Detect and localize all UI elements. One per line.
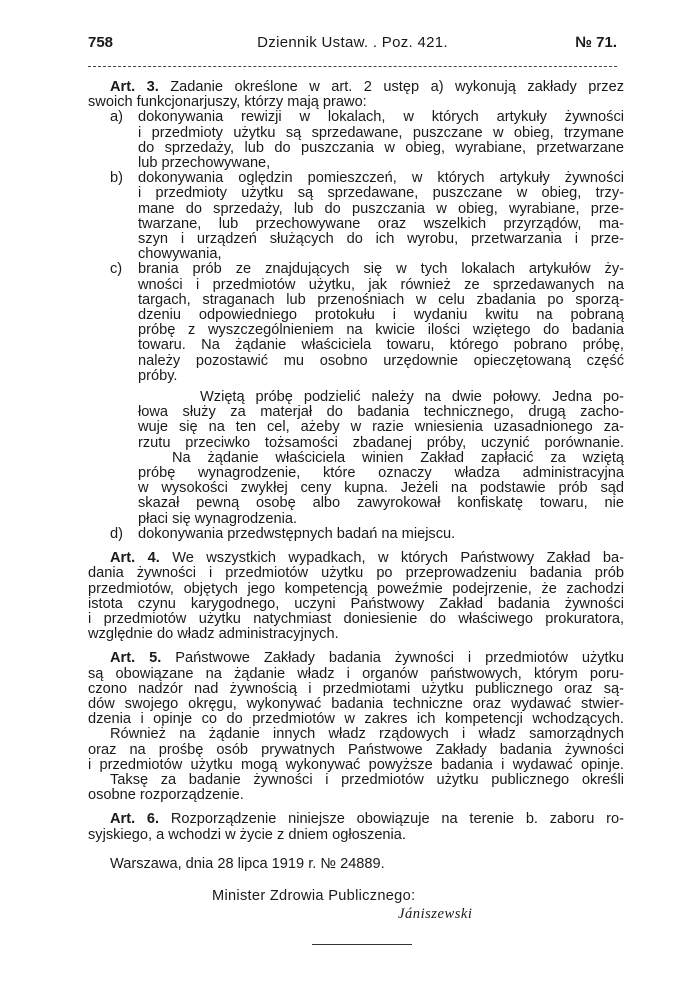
text-line: dania żywności i przedmiotów użytku po przeprowadzeniu badania prób — [88, 565, 624, 582]
text-line: chowywania, — [138, 246, 222, 263]
text-line: próbę z wyszczególnieniem na kwicie ilości wziętego do badania — [138, 322, 624, 339]
text-line: i przedmiotów użytku natychmiast doniesienie do właściwego prokuratora, — [88, 610, 624, 627]
text-line: towaru. Na żądanie właściciela towaru, którego pobrano próbę, — [138, 337, 624, 354]
text-line: istota czynu karygodnego, uczyni Państwowy Zakład badania żywności — [88, 595, 624, 612]
text-line: rzutu przeciwko tożsamości zbadanej próby, uczynić porównanie. — [138, 434, 624, 451]
article-5 — [88, 651, 624, 803]
article-6 — [88, 812, 624, 842]
item-label: a) — [110, 109, 123, 126]
text-line: czono nadzór nad żywnością i przedmiotami użytku publicznego oraz są- — [88, 680, 624, 697]
article-5-label: Art. 5. — [110, 650, 162, 667]
text-line: i przedmioty użytku są sprzedawane, puszczane w obieg, trzy- — [138, 185, 624, 202]
page-header — [88, 34, 617, 54]
footer-rule — [312, 944, 412, 945]
signature-name: Jániszewski — [398, 906, 473, 922]
text-line: syjskiego, a wchodzi w życie z dniem ogłoszenia. — [88, 826, 406, 843]
article-4 — [88, 551, 624, 642]
text-line: mane do sprzedaży, lub do puszczania w obieg, wyrabiane, prze- — [138, 200, 624, 217]
text-line: dokonywania przedwstępnych badań na miejscu. — [138, 525, 456, 542]
text-line: dokonywania rewizji w lokalach, w których artykuły żywności — [138, 109, 624, 126]
text-line: i przedmiotów użytku mogą wykonywać powyższe badania i wydawać opinje. — [88, 756, 624, 773]
text-line: targach, straganach lub przenośniach w celu zbadania po sporzą- — [138, 291, 624, 308]
text-line: dów swojego okręgu, wykonywać badania techniczne oraz wydawać stwier- — [88, 695, 624, 712]
article-6-label: Art. 6. — [110, 811, 160, 828]
text-line: dokonywania oględzin pomieszczeń, w których artykuły żywności — [138, 170, 624, 187]
text-line: Na żądanie właściciela winien Zakład zapłacić za wziętą — [172, 449, 624, 466]
text-line: Państwowe Zakłady badania żywności i przedmiotów użytku — [161, 650, 624, 667]
text-line: We wszystkich wypadkach, w których Państwowy Zakład ba- — [159, 550, 624, 567]
text-line: i przedmioty użytku są sprzedawane, puszczane w obieg, trzymane — [138, 124, 624, 141]
text-line: są obowiązane na żądanie władz i organów państwowych, którym poru- — [88, 665, 624, 682]
article-3-intro-line: swoich funkcjonarjuszy, którzy mają prawo: — [88, 94, 367, 111]
text-line: należy pozostawić mu osobno urzędownie opieczętowaną część — [138, 352, 624, 369]
article-3-intro: Zadanie określone w art. 2 ustęp a) wykonują zakłady przez — [158, 79, 624, 95]
text-line: osobne rozporządzenie. — [88, 787, 244, 804]
text-line: do sprzedaży, lub do puszczania w obieg, wyrabiane, przetwarzane — [138, 139, 624, 156]
text-line: twarzane, lub przechowywane oraz wszelkich przyrządów, ma- — [138, 215, 624, 232]
list-item-a — [88, 110, 624, 171]
text-line: skazał pewną osobę albo zawyrokował konfiskatę towaru, nie — [138, 495, 624, 512]
text-line: wności i przedmiotów użytku, jak również ze sprzedawanych na — [138, 276, 624, 293]
text-line: w wysokości zwykłej ceny kupna. Jeżeli na podstawie prób sąd — [138, 480, 624, 497]
item-label: d) — [110, 525, 123, 542]
article-3 — [88, 80, 624, 542]
text-line: oraz na prośbę osób prywatnych Państwowe Zakłady badania żywności — [88, 741, 624, 758]
text-line: względnie do władz administracyjnych. — [88, 626, 339, 643]
item-label: c) — [110, 261, 123, 278]
text-line: szyn i urządzeń służących do ich wyrobu, przetwarzania i prze- — [138, 231, 624, 248]
header-rule — [88, 66, 617, 67]
issue-number: № 71. — [575, 34, 617, 51]
list-item-c — [88, 262, 624, 526]
text-line: Taksę za badanie żywności i przedmiotów użytku publicznego określi — [110, 771, 624, 788]
text-line: lub przechowywane, — [138, 155, 271, 172]
text-line: próby. — [138, 367, 178, 384]
text-line: płaci się wynagrodzenia. — [138, 510, 297, 527]
item-label: b) — [110, 170, 123, 187]
text-line: dzeniu odpowiedniego protokułu i wydaniu kwitu na pobraną — [138, 307, 624, 324]
text-line: Wziętą próbę podzielić należy na dwie połowy. Jedna po- — [200, 389, 624, 406]
text-line: łowa służy za materjał do badania technicznego, drugą zacho- — [138, 404, 624, 421]
list-item-b — [88, 171, 624, 262]
page-number: 758 — [88, 34, 114, 51]
text-line: Również na żądanie innych władz rządowych i władz samorządnych — [110, 726, 624, 743]
list-item-d — [88, 527, 624, 542]
text-line: wuje się na ten cel, ażeby w razie wniesienia uzasadnionego za- — [138, 419, 624, 436]
text-line: Rozporządzenie niniejsze obowiązuje na terenie b. zaboru ro- — [159, 811, 624, 828]
text-line: przedmiotów, objętych jego kompetencją poweźmie podejrzenie, że zachodzi — [88, 580, 624, 597]
minister-title: Minister Zdrowia Publicznego: — [212, 888, 416, 904]
text-line: brania prób ze znajdujących się w tych lokalach artykułów ży- — [138, 261, 624, 278]
text-line: dzenia i opinje co do przedmiotów w zakres ich kompetencji wchodzących. — [88, 711, 624, 728]
text-line: próbę wynagrodzenie, które oznaczy władza administracyjna — [138, 465, 624, 482]
article-3-label: Art. 3. — [110, 79, 159, 95]
document-body — [88, 80, 624, 872]
article-4-label: Art. 4. — [110, 550, 160, 567]
journal-title: Dziennik Ustaw. . Poz. 421. — [257, 34, 448, 51]
date-line: Warszawa, dnia 28 lipca 1919 r. № 24889. — [110, 855, 385, 872]
